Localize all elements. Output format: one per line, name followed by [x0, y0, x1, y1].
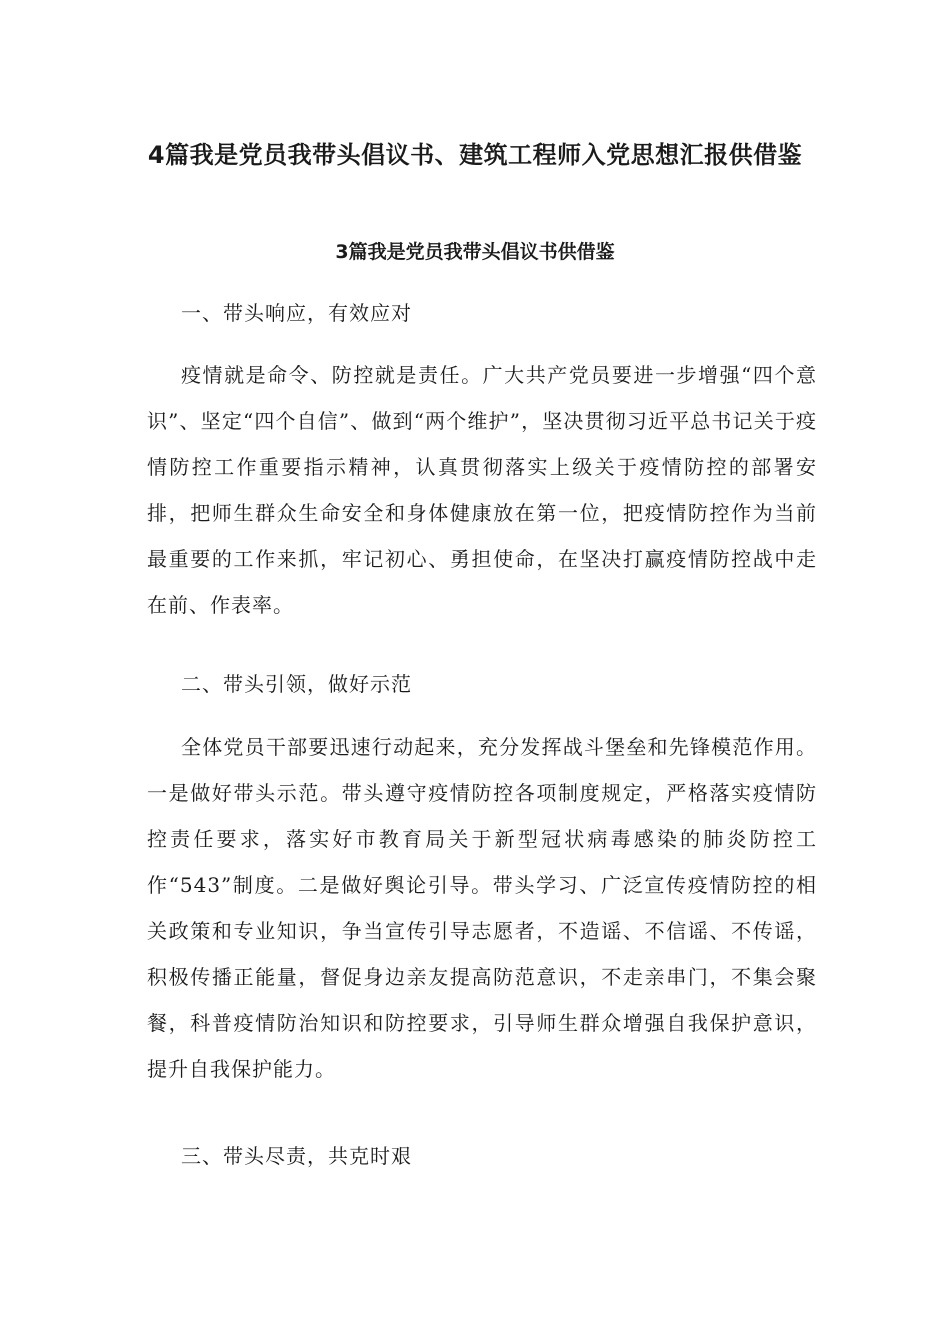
section-paragraph-2: 全体党员干部要迅速行动起来，充分发挥战斗堡垒和先锋模范作用。一是做好带头示范。带头遵守疫情防控各项制度规定，严格落实疫情防控责任要求，落实好市教育局关于新型冠状病毒感染的肺炎防控工作“543”制度。二是做好舆论引导。带头学习、广泛宣传疫情防控的相关政策和专业知识，争当宣传引导志愿者，不造谣、不信谣、不传谣，积极传播正能量，督促身边亲友提高防范意识，不走亲串门，不集会聚餐，科普疫情防治知识和防控要求，引导师生群众增强自我保护意识，提升自我保护能力。 — [147, 735, 817, 1081]
section-heading-3: 三、带头尽责，共克时艰 — [181, 1144, 412, 1168]
section-heading-2: 二、带头引领，做好示范 — [181, 672, 412, 696]
section-paragraph-1: 疫情就是命令、防控就是责任。广大共产党员要进一步增强“四个意识”、坚定“四个自信”、做到“两个维护”，坚决贯彻习近平总书记关于疫情防控工作重要指示精神，认真贯彻落实上级关于疫情防控的部署安排，把师生群众生命安全和身体健康放在第一位，把疫情防控作为当前最重要的工作来抓，牢记初心、勇担使命，在坚决打赢疫情防控战中走在前、作表率。 — [147, 363, 817, 617]
document-subtitle: 3篇我是党员我带头倡议书供借鉴 — [335, 241, 615, 263]
section-heading-1: 一、带头响应，有效应对 — [181, 301, 412, 325]
document-title: 4篇我是党员我带头倡议书、建筑工程师入党思想汇报供借鉴 — [147, 141, 803, 169]
